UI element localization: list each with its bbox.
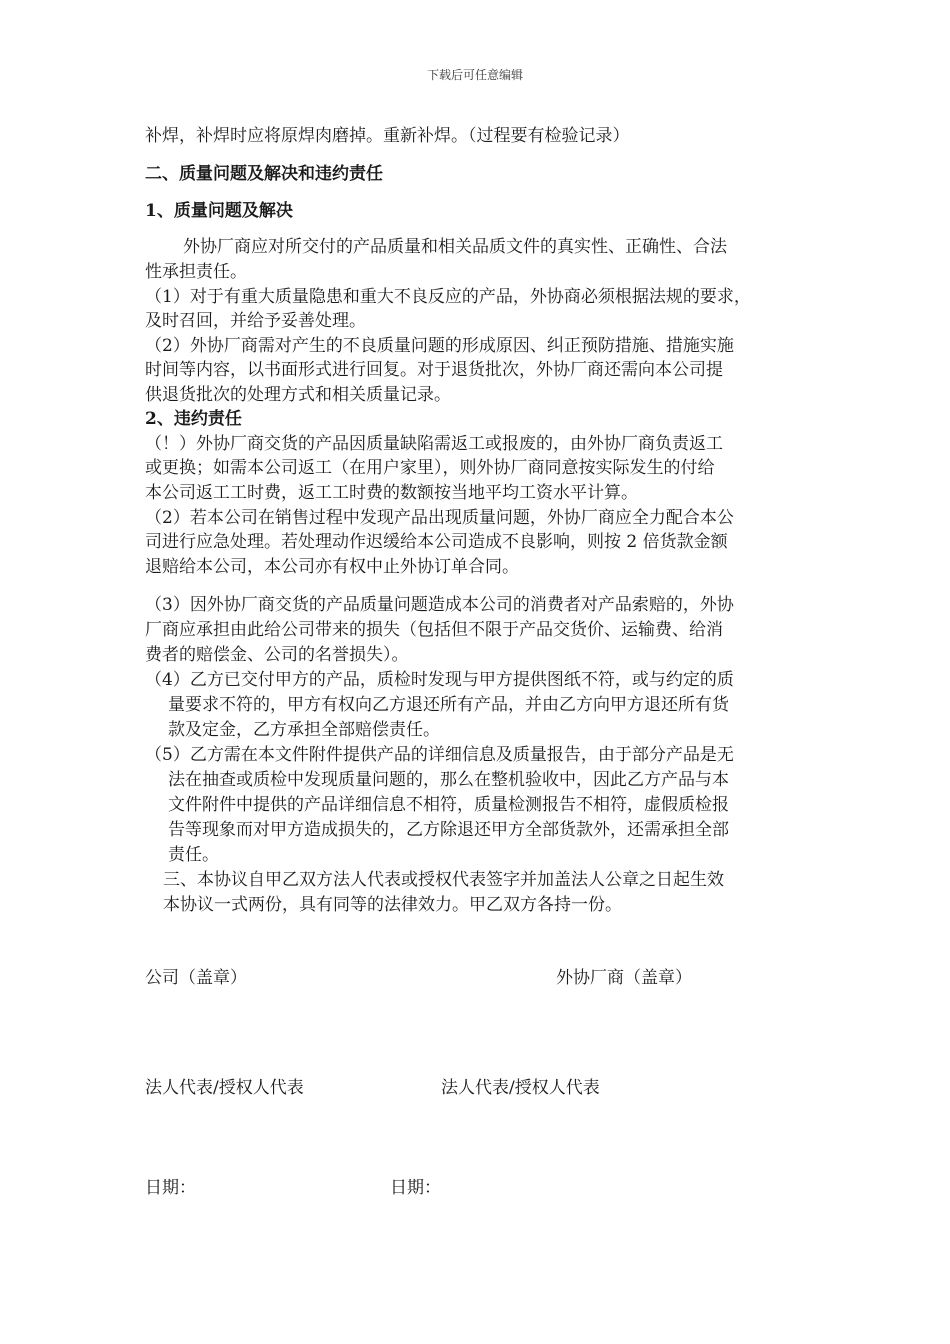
paragraph-line: 费者的赔偿金、公司的名誉损失）。 [145, 645, 409, 665]
paragraph-line: 或更换；如需本公司返工（在用户家里），则外协厂商同意按实际发生的付给 [145, 458, 715, 478]
paragraph-line: （4）乙方已交付甲方的产品，质检时发现与甲方提供图纸不符，或与约定的质 [145, 670, 734, 690]
page-header-note: 下载后可任意编辑 [426, 68, 523, 82]
subsection-heading: 1、质量问题及解决 [145, 201, 293, 221]
paragraph-line: 本公司返工工时费，返工工时费的数额按当地平均工资水平计算。 [145, 483, 638, 503]
paragraph-line: 本协议一式两份，具有同等的法律效力。甲乙双方各持一份。 [163, 895, 622, 915]
rep-left-label: 法人代表/授权人代表 [145, 1078, 304, 1098]
paragraph-line: 外协厂商应对所交付的产品质量和相关品质文件的真实性、正确性、合法 [183, 237, 727, 257]
date-right-label: 日期： [390, 1178, 441, 1198]
paragraph-line: 及时召回，并给予妥善处理。 [145, 311, 366, 331]
paragraph-line: 责任。 [168, 845, 219, 865]
vendor-seal-label: 外协厂商（盖章） [556, 968, 692, 988]
paragraph-line: 司进行应急处理。若处理动作迟缓给本公司造成不良影响，则按 2 倍货款金额 [145, 532, 728, 552]
subsection-heading: 2、违约责任 [145, 409, 242, 429]
paragraph-line: 量要求不符的，甲方有权向乙方退还所有产品，并由乙方向甲方退还所有货 [168, 695, 729, 715]
paragraph-line: （1）对于有重大质量隐患和重大不良反应的产品，外协商必须根据法规的要求， [145, 287, 751, 307]
paragraph-line: 补焊，补焊时应将原焊肉磨掉。重新补焊。（过程要有检验记录） [145, 126, 630, 146]
paragraph-line: （3）因外协厂商交货的产品质量问题造成本公司的消费者对产品索赔的，外协 [145, 595, 734, 615]
paragraph-line: （2）外协厂商需对产生的不良质量问题的形成原因、纠正预防措施、措施实施 [145, 336, 734, 356]
paragraph-line: （！）外协厂商交货的产品因质量缺陷需返工或报废的，由外协厂商负责返工 [145, 434, 723, 454]
rep-right-label: 法人代表/授权人代表 [441, 1078, 600, 1098]
paragraph-line: 时间等内容，以书面形式进行回复。对于退货批次，外协厂商还需向本公司提 [145, 360, 723, 380]
paragraph-line: 款及定金，乙方承担全部赔偿责任。 [168, 720, 440, 740]
paragraph-line: 厂商应承担由此给公司带来的损失（包括但不限于产品交货价、运输费、给消 [145, 620, 723, 640]
paragraph-line: 告等现象而对甲方造成损失的，乙方除退还甲方全部货款外，还需承担全部 [168, 820, 729, 840]
paragraph-line: 三、本协议自甲乙双方法人代表或授权代表签字并加盖法人公章之日起生效 [163, 870, 724, 890]
paragraph-line: 法在抽查或质检中发现质量问题的，那么在整机验收中，因此乙方产品与本 [168, 770, 729, 790]
paragraph-line: 文件附件中提供的产品详细信息不相符，质量检测报告不相符，虚假质检报 [168, 795, 729, 815]
paragraph-line: 退赔给本公司，本公司亦有权中止外协订单合同。 [145, 557, 519, 577]
date-left-label: 日期： [145, 1178, 196, 1198]
paragraph-line: （2）若本公司在销售过程中发现产品出现质量问题，外协厂商应全力配合本公 [145, 508, 734, 528]
paragraph-line: （5）乙方需在本文件附件提供产品的详细信息及质量报告，由于部分产品是无 [145, 745, 734, 765]
section-heading: 二、质量问题及解决和违约责任 [145, 164, 383, 184]
paragraph-line: 性承担责任。 [145, 262, 247, 282]
company-seal-label: 公司（盖章） [145, 968, 247, 988]
paragraph-line: 供退货批次的处理方式和相关质量记录。 [145, 385, 451, 405]
